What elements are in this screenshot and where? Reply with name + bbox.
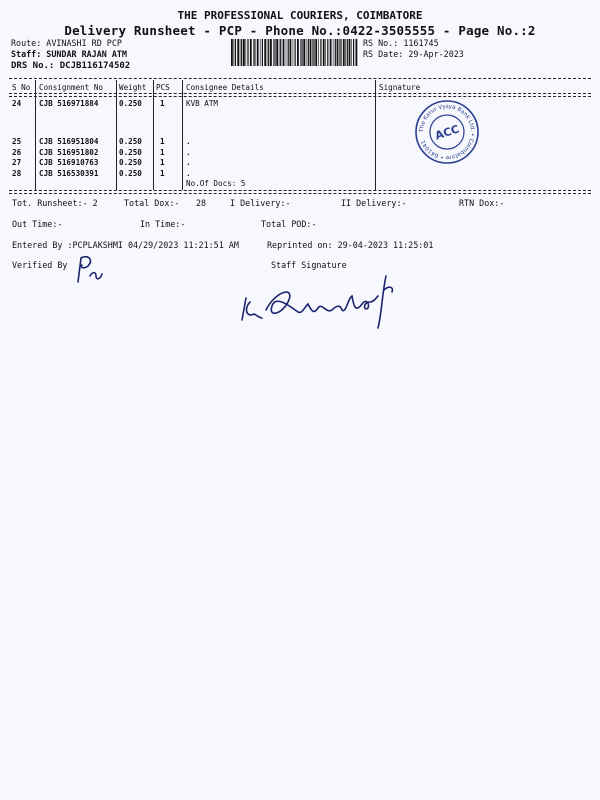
runsheet-subtitle: Delivery Runsheet - PCP - Phone No.:0422-3505555 - Page No.:2 — [64, 23, 536, 38]
row-sno: 27 — [12, 158, 22, 167]
col-divider — [35, 80, 36, 190]
table-header-rule — [9, 93, 591, 94]
col-header-signature: Signature — [379, 83, 421, 92]
i-delivery: I Delivery:- — [230, 198, 291, 208]
bank-stamp — [414, 99, 480, 165]
rs-number: RS No.: 1161745 — [363, 38, 439, 48]
row-consignment: CJB 516971884 — [39, 99, 99, 108]
staff-signature — [236, 268, 412, 336]
table-bottom-rule — [9, 190, 591, 191]
rtn-dox: RTN Dox:- — [459, 198, 505, 208]
row-consignment: CJB 516951802 — [39, 148, 99, 157]
col-divider — [182, 80, 183, 190]
table-bottom-rule-2 — [9, 193, 591, 194]
row-consignee: . — [186, 169, 191, 178]
col-header-consignee: Consignee Details — [186, 83, 264, 92]
row-pcs: 1 — [160, 99, 165, 108]
row-weight: 0.250 — [119, 169, 142, 178]
row-sno: 26 — [12, 148, 22, 157]
drs-number: DRS No.: DCJB116174502 — [11, 61, 131, 71]
row-pcs: 1 — [160, 148, 165, 157]
total-dox-value: 28 — [196, 198, 207, 208]
col-header-pcs: PCS — [156, 83, 170, 92]
rs-date: RS Date: 29-Apr-2023 — [363, 49, 464, 59]
verified-by-label: Verified By — [12, 260, 68, 270]
total-dox-label: Total Dox:- — [124, 198, 180, 208]
row-consignee: . — [186, 158, 191, 167]
entered-by: Entered By :PCPLAKSHMI 04/29/2023 11:21:51 AM — [12, 240, 239, 250]
row-consignment: CJB 516951804 — [39, 137, 99, 146]
table-header-rule-2 — [9, 96, 591, 97]
row-sno: 25 — [12, 137, 22, 146]
col-header-consignment: Consignment No — [39, 83, 104, 92]
col-divider — [153, 80, 154, 190]
total-pod: Total POD:- — [261, 219, 317, 229]
table-top-rule — [9, 78, 591, 79]
staff-label: Staff: SUNDAR RAJAN ATM — [11, 49, 127, 59]
route-label: Route: AVINASHI RD PCP — [11, 38, 122, 48]
out-time: Out Time:- — [12, 219, 63, 229]
row-sno: 24 — [12, 99, 22, 108]
row-consignee: . — [186, 137, 191, 146]
barcode — [231, 39, 359, 66]
company-title: THE PROFESSIONAL COURIERS, COIMBATORE — [177, 9, 423, 22]
col-header-sno: S No — [12, 83, 31, 92]
row-weight: 0.250 — [119, 148, 142, 157]
verified-by-initials — [70, 252, 110, 288]
row-consignee: . — [186, 148, 191, 157]
row-pcs: 1 — [160, 137, 165, 146]
row-consignment: CJB 516910763 — [39, 158, 99, 167]
row-consignment: CJB 516530391 — [39, 169, 99, 178]
row-weight: 0.250 — [119, 99, 142, 108]
no-of-docs: No.Of Docs: 5 — [186, 179, 246, 188]
row-weight: 0.250 — [119, 137, 142, 146]
row-consignee: KVB ATM — [186, 99, 219, 108]
ii-delivery: II Delivery:- — [341, 198, 407, 208]
in-time: In Time:- — [140, 219, 186, 229]
col-divider — [116, 80, 117, 190]
stamp-ring-text: The Karur Vysya Bank Ltd. • Coimbatore • 641041 — [418, 103, 476, 161]
col-divider — [375, 80, 376, 190]
row-weight: 0.250 — [119, 158, 142, 167]
col-header-weight: Weight — [119, 83, 147, 92]
row-sno: 28 — [12, 169, 22, 178]
total-runsheet: Tot. Runsheet:- 2 — [12, 198, 98, 208]
stamp-center-text: ACC — [433, 122, 461, 143]
row-pcs: 1 — [160, 169, 165, 178]
staff-signature-label: Staff Signature — [271, 260, 347, 270]
reprinted-on: Reprinted on: 29-04-2023 11:25:01 — [267, 240, 434, 250]
row-pcs: 1 — [160, 158, 165, 167]
